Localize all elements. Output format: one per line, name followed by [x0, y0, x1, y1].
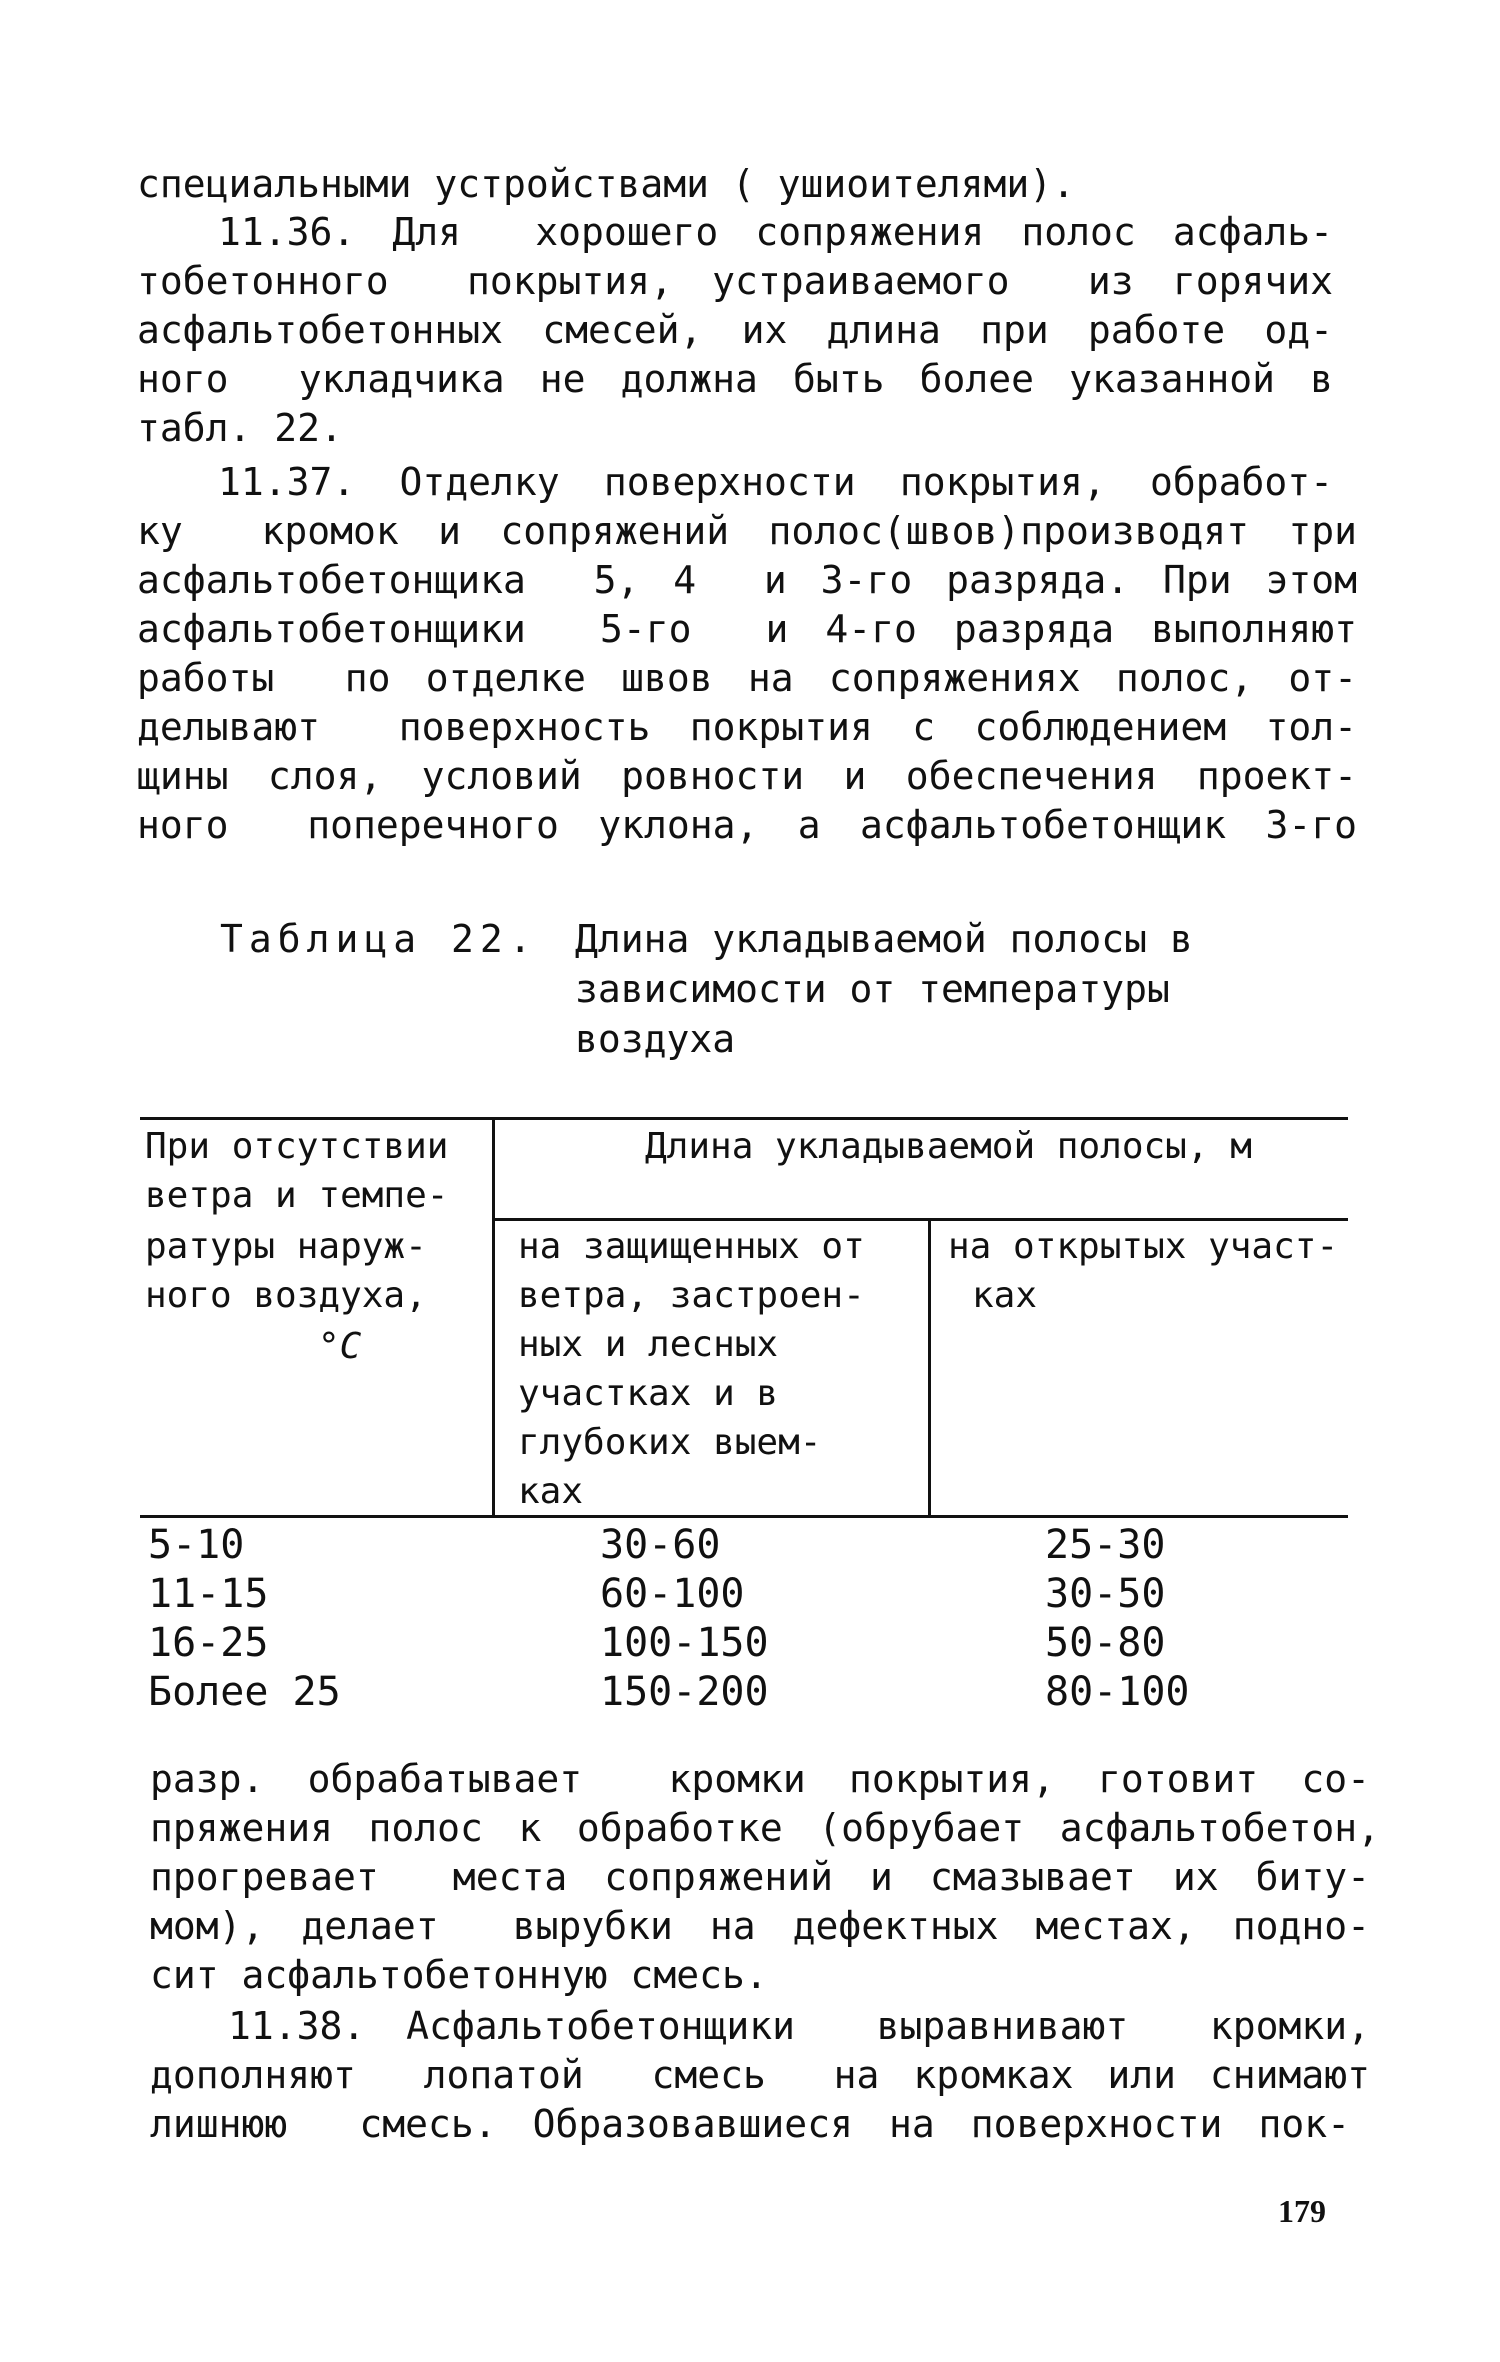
row-protected-length: 150-200	[600, 1669, 769, 1715]
header-col2-line: на защищенных от	[518, 1226, 865, 1267]
header-col1-line: При отсутствии	[145, 1126, 449, 1167]
table-caption-line: Длина укладываемой полосы в	[575, 917, 1193, 961]
header-col1-unit: °С	[318, 1326, 362, 1367]
table-caption-line: воздуха	[575, 1017, 736, 1061]
header-col3-line: на открытых участ-	[948, 1226, 1339, 1267]
header-col1-line: ратуры наруж-	[145, 1226, 427, 1267]
text-line: ного укладчика не должна быть более указанной в	[137, 357, 1333, 401]
text-line: табл. 22.	[137, 406, 343, 450]
text-line: 11.36. Для хорошего сопряжения полос асфаль-	[218, 210, 1333, 254]
row-temperature: 16-25	[148, 1620, 269, 1666]
row-temperature: Более 25	[148, 1669, 341, 1715]
text-line: работы по отделке швов на сопряжениях полос, от-	[137, 656, 1357, 700]
text-line: дополняют лопатой смесь на кромках или снимают	[150, 2053, 1370, 2097]
header-span: Длина укладываемой полосы, м	[645, 1126, 1252, 1167]
text-line: пряжения полос к обработке (обрубает асфальтобетон,	[150, 1806, 1380, 1850]
text-line: лишнюю смесь. Образовавшиеся на поверхности пок-	[150, 2102, 1350, 2146]
table-caption-label: Таблица 22.	[220, 917, 538, 961]
text-line: мом), делает вырубки на дефектных местах, подно-	[150, 1904, 1370, 1948]
text-line: асфальтобетонных смесей, их длина при работе од-	[137, 308, 1333, 352]
text-line: сит асфальтобетонную смесь.	[150, 1953, 768, 1997]
text-line: специальными устройствами ( ушиоителями).	[137, 162, 1075, 206]
text-line: ку кромок и сопряжений полос(швов)производят три	[137, 509, 1357, 553]
row-open-length: 25-30	[1045, 1522, 1166, 1568]
table-col-divider	[492, 1120, 495, 1516]
row-temperature: 11-15	[148, 1571, 269, 1617]
row-protected-length: 30-60	[600, 1522, 721, 1568]
row-temperature: 5-10	[148, 1522, 245, 1568]
row-open-length: 80-100	[1045, 1669, 1190, 1715]
table-caption-line: зависимости от температуры	[575, 967, 1170, 1011]
header-col2-line: участках и в	[518, 1373, 779, 1414]
text-line: асфальтобетонщики 5-го и 4-го разряда выполняют	[137, 607, 1357, 651]
table-top-rule	[140, 1117, 1348, 1120]
text-line: 11.37. Отделку поверхности покрытия, обработ-	[218, 460, 1333, 504]
table-span-rule	[495, 1218, 1348, 1221]
text-line: 11.38. Асфальтобетонщики выравнивают кромки,	[228, 2004, 1370, 2048]
header-col2-line: ных и лесных	[518, 1324, 779, 1365]
header-col2-line: глубоких выем-	[518, 1422, 822, 1463]
text-line: щины слоя, условий ровности и обеспечения проект-	[137, 754, 1357, 798]
row-open-length: 50-80	[1045, 1620, 1166, 1666]
row-open-length: 30-50	[1045, 1571, 1166, 1617]
header-col3-line: ках	[972, 1275, 1038, 1316]
text-line: разр. обрабатывает кромки покрытия, готовит со-	[150, 1757, 1370, 1801]
header-col1-line: ного воздуха,	[145, 1275, 427, 1316]
row-protected-length: 60-100	[600, 1571, 745, 1617]
text-line: тобетонного покрытия, устраиваемого из горячих	[137, 259, 1333, 303]
row-protected-length: 100-150	[600, 1620, 769, 1666]
page-number: 179	[1278, 2193, 1326, 2229]
header-col1-line: ветра и темпе-	[145, 1175, 449, 1216]
text-line: делывают поверхность покрытия с соблюдением тол-	[137, 705, 1357, 749]
header-col2-line: ветра, застроен-	[518, 1275, 865, 1316]
text-line: асфальтобетонщика 5, 4 и 3-го разряда. При этом	[137, 558, 1357, 602]
header-col2-line: ках	[518, 1471, 584, 1512]
text-line: ного поперечного уклона, а асфальтобетонщик 3-го	[137, 803, 1357, 847]
table-col-divider	[928, 1221, 931, 1516]
text-line: прогревает места сопряжений и смазывает их биту-	[150, 1855, 1370, 1899]
table-header-bottom-rule	[140, 1515, 1348, 1518]
